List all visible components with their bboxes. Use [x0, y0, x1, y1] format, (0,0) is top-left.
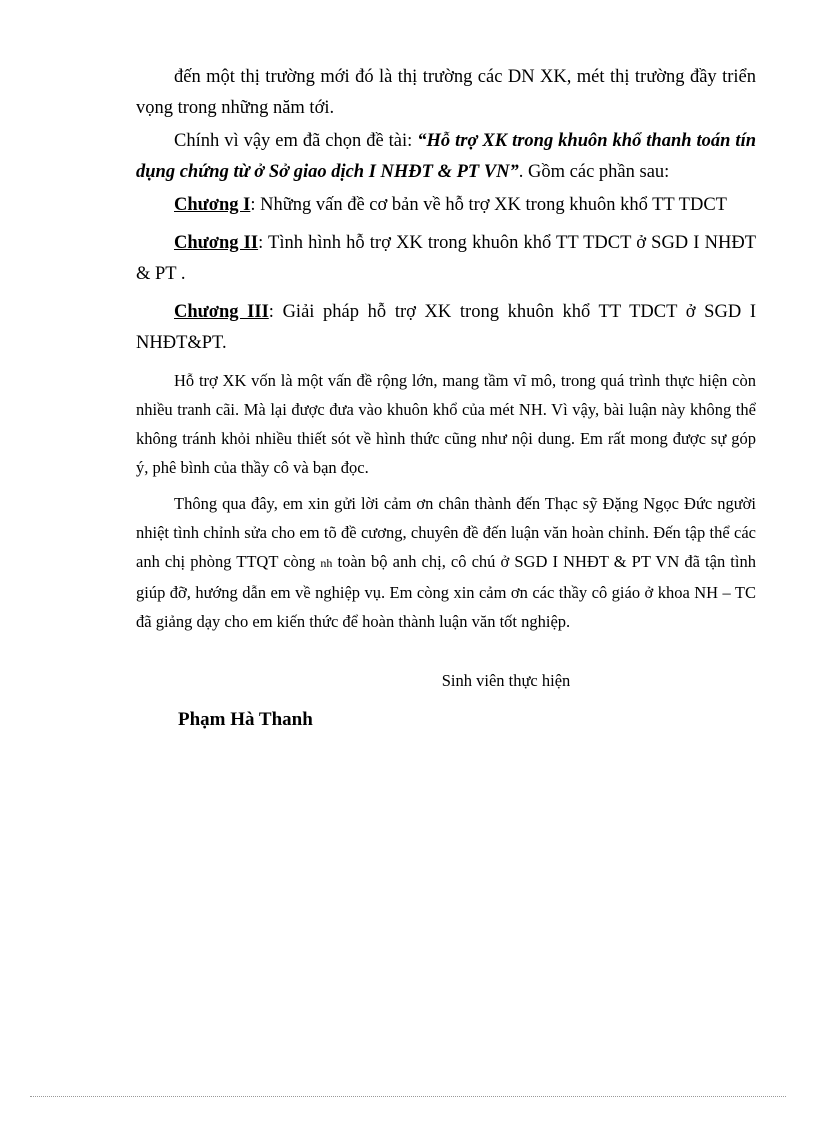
signature-name: Phạm Hà Thanh	[178, 709, 313, 730]
chapter-1-text: : Những vấn đề cơ bản về hỗ trợ XK trong khuôn khổ TT TDCT	[250, 195, 727, 215]
chapter-entry-2	[136, 228, 756, 290]
thesis-title: “Hỗ trợ XK trong khuôn khổ thanh toán tín dụng chứng từ ở Sở giao dịch I NHĐT & PT VN”	[136, 131, 757, 182]
acknowledgements-part-1: Thông qua đây, em xin gửi lời cảm ơn chân thành đến Thạc sỹ Đặng Ngọc Đức người nhiệt tình chỉnh sửa cho em tõ đề cương, chuyên đề đến luận văn hoàn chỉnh. Đến tập thể các anh chị phòng TTQT còng	[136, 494, 756, 571]
chapter-3-text: : Giải pháp hỗ trợ XK trong khuôn khổ TT TDCT ở SGD I NHĐT&PT.	[136, 302, 756, 353]
topic-tail-text: . Gồm các phần sau:	[518, 162, 670, 182]
chapter-3-label: Chương III	[174, 302, 269, 322]
acknowledgements-inline-note: nh	[320, 556, 333, 570]
chapter-1-label: Chương I	[174, 195, 251, 215]
paragraph-acknowledgements	[136, 489, 756, 636]
signature-role: Sinh viên thực hiện	[441, 671, 571, 690]
topic-lead-text: Chính vì vậy em đã chọn đề tài:	[174, 131, 418, 151]
chapter-2-text: : Tình hình hỗ trợ XK trong khuôn khổ TT TDCT ở SGD I NHĐT & PT .	[136, 233, 756, 284]
paragraph-topic-selection	[136, 126, 756, 188]
chapter-2-label: Chương II	[174, 233, 259, 253]
paragraph-intro: đến một thị trường mới đó là thị trường các DN XK, mét thị trường đầy triển vọng trong những năm tới.	[136, 67, 756, 118]
paragraph-scope-note: Hỗ trợ XK vốn là một vấn đề rộng lớn, mang tầm vĩ mô, trong quá trình thực hiện còn nhiều tranh cãi. Mà lại được đưa vào khuôn khổ của mét NH. Vì vậy, bài luận này không thể không tránh khỏi nhiều thiết sót về hình thức cũng như nội dung. Em rất mong được sự góp ý, phê bình của thầy cô và bạn đọc.	[136, 371, 756, 477]
acknowledgements-part-2: toàn bộ anh chị, cô chú ở SGD I NHĐT & PT VN đã tận tình giúp đỡ, hướng dẫn em về nghiệp vụ. Em còng xin cảm ơn các thầy cô giáo ở khoa NH – TC đã giảng dạy cho em kiến thức để hoàn thành luận văn tốt nghiệp.	[136, 552, 756, 631]
chapter-entry-3	[136, 297, 756, 359]
document-body	[136, 62, 756, 734]
footer-divider	[30, 1096, 786, 1097]
chapter-entry-1	[136, 190, 756, 221]
